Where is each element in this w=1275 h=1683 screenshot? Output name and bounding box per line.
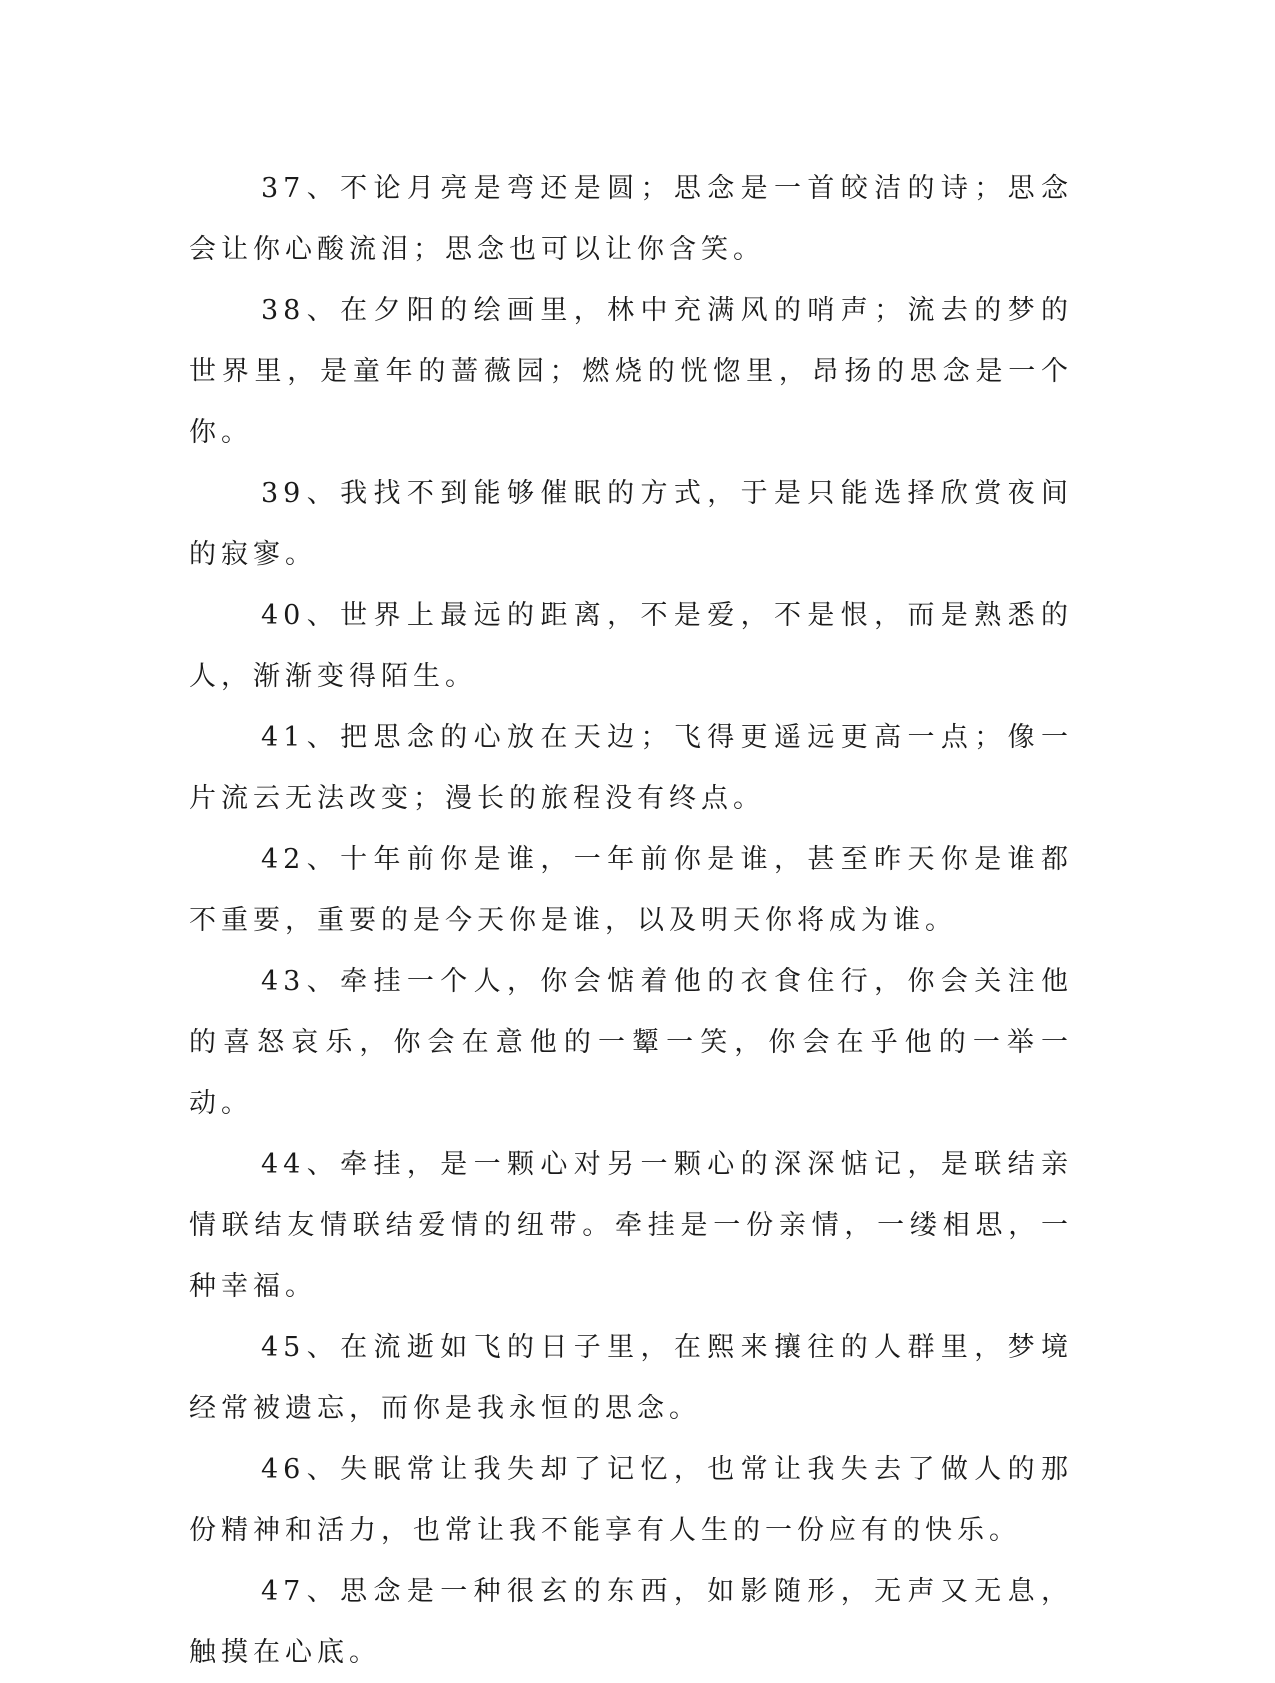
document-body bbox=[189, 158, 1073, 1683]
paragraph-44: 44、牵挂，是一颗心对另一颗心的深深惦记，是联结亲情联结友情联结爱情的纽带。牵挂是一份亲情，一缕相思，一种幸福。 bbox=[189, 1149, 1073, 1302]
paragraph-41: 41、把思念的心放在天边；飞得更遥远更高一点；像一片流云无法改变；漫长的旅程没有终点。 bbox=[189, 722, 1073, 814]
paragraph-43: 43、牵挂一个人，你会惦着他的衣食住行，你会关注他的喜怒哀乐，你会在意他的一颦一笑，你会在乎他的一举一动。 bbox=[189, 966, 1073, 1119]
paragraph-45: 45、在流逝如飞的日子里，在熙来攘往的人群里，梦境经常被遗忘，而你是我永恒的思念。 bbox=[189, 1332, 1073, 1424]
paragraph-47: 47、思念是一种很玄的东西，如影随形，无声又无息，触摸在心底。 bbox=[189, 1576, 1073, 1668]
paragraph-40: 40、世界上最远的距离，不是爱，不是恨，而是熟悉的人，渐渐变得陌生。 bbox=[189, 600, 1073, 692]
paragraph-46: 46、失眠常让我失却了记忆，也常让我失去了做人的那份精神和活力，也常让我不能享有人生的一份应有的快乐。 bbox=[189, 1454, 1073, 1546]
paragraph-42: 42、十年前你是谁，一年前你是谁，甚至昨天你是谁都不重要，重要的是今天你是谁，以及明天你将成为谁。 bbox=[189, 844, 1073, 936]
paragraph-38: 38、在夕阳的绘画里，林中充满风的哨声；流去的梦的世界里，是童年的蔷薇园；燃烧的恍惚里，昂扬的思念是一个你。 bbox=[189, 295, 1073, 448]
paragraph-39: 39、我找不到能够催眠的方式，于是只能选择欣赏夜间的寂寥。 bbox=[189, 478, 1073, 570]
paragraph-37: 37、不论月亮是弯还是圆；思念是一首皎洁的诗；思念会让你心酸流泪；思念也可以让你含笑。 bbox=[189, 173, 1073, 265]
